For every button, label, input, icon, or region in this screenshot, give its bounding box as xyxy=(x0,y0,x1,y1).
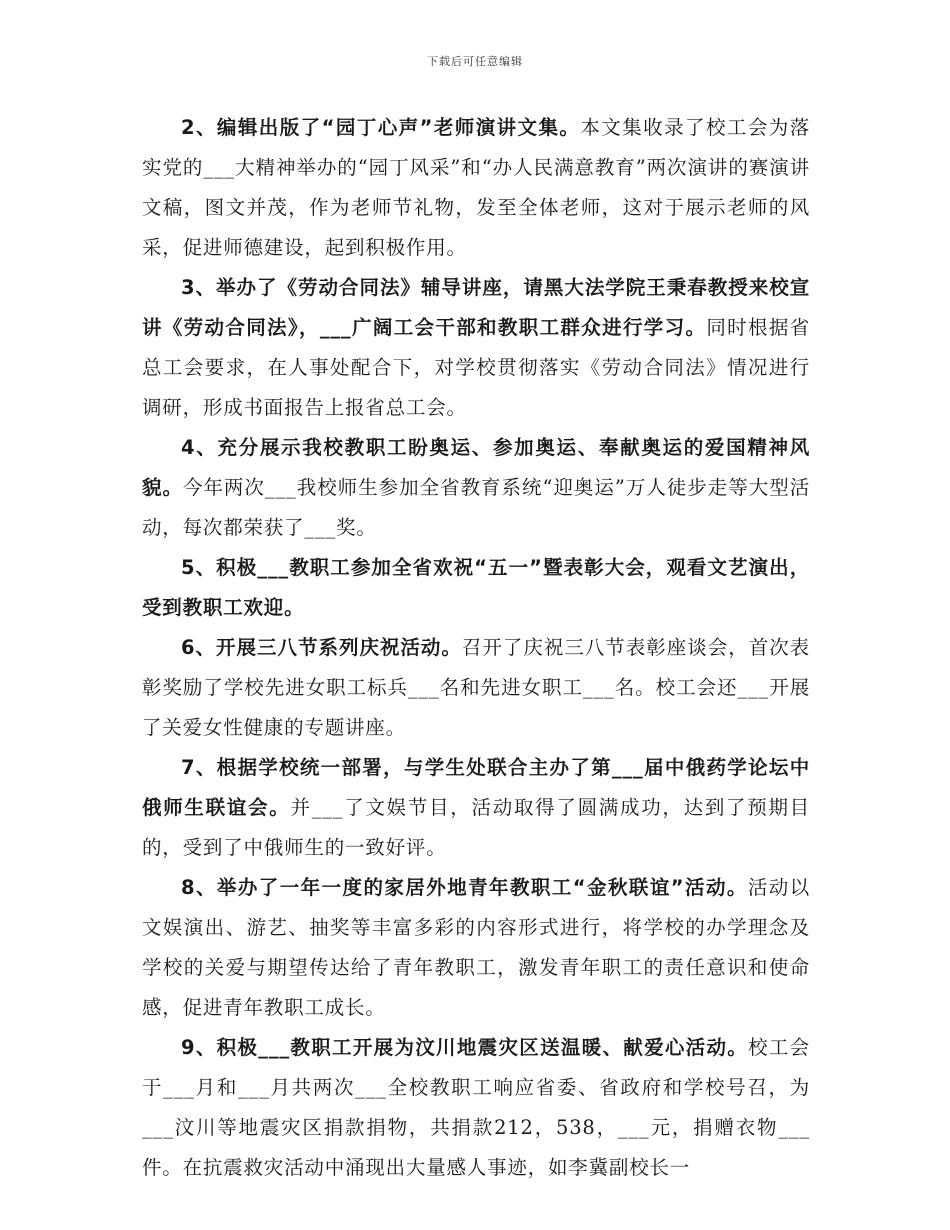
paragraph-lead: 3、举办了《劳动合同法》辅导讲座，请黑大法学院王秉春教授来校宣讲《劳动合同法》，___广阔工会干部和教职工群众进行学习。 xyxy=(142,276,810,339)
paragraph-body: 校工会于___月和___月共两次___全校教职工响应省委、省政府和学校号召，为___汶川等地震灾区捐款捐物，共捐款212，538，___元，捐赠衣物___件。在抗震救灾活动中涌现出大量感人事迹，如李冀副校长一 xyxy=(142,1036,810,1179)
paragraph-item-4 xyxy=(142,428,810,548)
paragraph-item-2 xyxy=(142,108,810,268)
paragraph-item-8 xyxy=(142,868,810,1028)
paragraph-body: 召开了庆祝三八节表彰座谈会，首次表彰奖励了学校先进女职工标兵___名和先进女职工___名。校工会还___开展了关爱女性健康的专题讲座。 xyxy=(142,636,810,739)
paragraph-lead: 7、根据学校统一部署，与学生处联合主办了第___届中俄药学论坛中俄师生联谊会。 xyxy=(142,756,810,819)
paragraph-item-9 xyxy=(142,1028,810,1188)
paragraph-lead: 6、开展三八节系列庆祝活动。 xyxy=(181,636,462,659)
paragraph-item-7 xyxy=(142,748,810,868)
document-body xyxy=(142,108,810,1188)
paragraph-body: 本文集收录了校工会为落实党的___大精神举办的“园丁风采”和“办人民满意教育”两次演讲的赛演讲文稿，图文并茂，作为老师节礼物，发至全体老师，这对于展示老师的风采，促进师德建设，起到积极作用。 xyxy=(142,116,810,259)
paragraph-lead: 2、编辑出版了“园丁心声”老师演讲文集。 xyxy=(181,116,581,139)
paragraph-lead: 9、积极___教职工开展为汶川地震灾区送温暖、献爱心活动。 xyxy=(181,1036,749,1059)
paragraph-lead: 4、充分展示我校教职工盼奥运、参加奥运、奉献奥运的爱国精神风貌。 xyxy=(142,436,810,499)
paragraph-lead: 8、举办了一年一度的家居外地青年教职工“金秋联谊”活动。 xyxy=(181,876,748,899)
paragraph-body: 活动以文娱演出、游艺、抽奖等丰富多彩的内容形式进行，将学校的办学理念及学校的关爱与期望传达给了青年教职工，激发青年职工的责任意识和使命感，促进青年教职工成长。 xyxy=(142,876,810,1019)
paragraph-lead: 5、积极___教职工参加全省欢祝“五一”暨表彰大会，观看文艺演出，受到教职工欢迎。 xyxy=(142,556,810,619)
paragraph-item-5 xyxy=(142,548,810,628)
paragraph-body: 今年两次___我校师生参加全省教育系统“迎奥运”万人徒步走等大型活动，每次都荣获了___奖。 xyxy=(142,476,810,539)
paragraph-body: 同时根据省总工会要求，在人事处配合下，对学校贯彻落实《劳动合同法》情况进行调研，形成书面报告上报省总工会。 xyxy=(142,316,810,419)
page-header-note: 下载后可任意编辑 xyxy=(427,55,523,68)
paragraph-item-3 xyxy=(142,268,810,428)
paragraph-item-6 xyxy=(142,628,810,748)
paragraph-body: 并___了文娱节目，活动取得了圆满成功，达到了预期目的，受到了中俄师生的一致好评。 xyxy=(142,796,810,859)
